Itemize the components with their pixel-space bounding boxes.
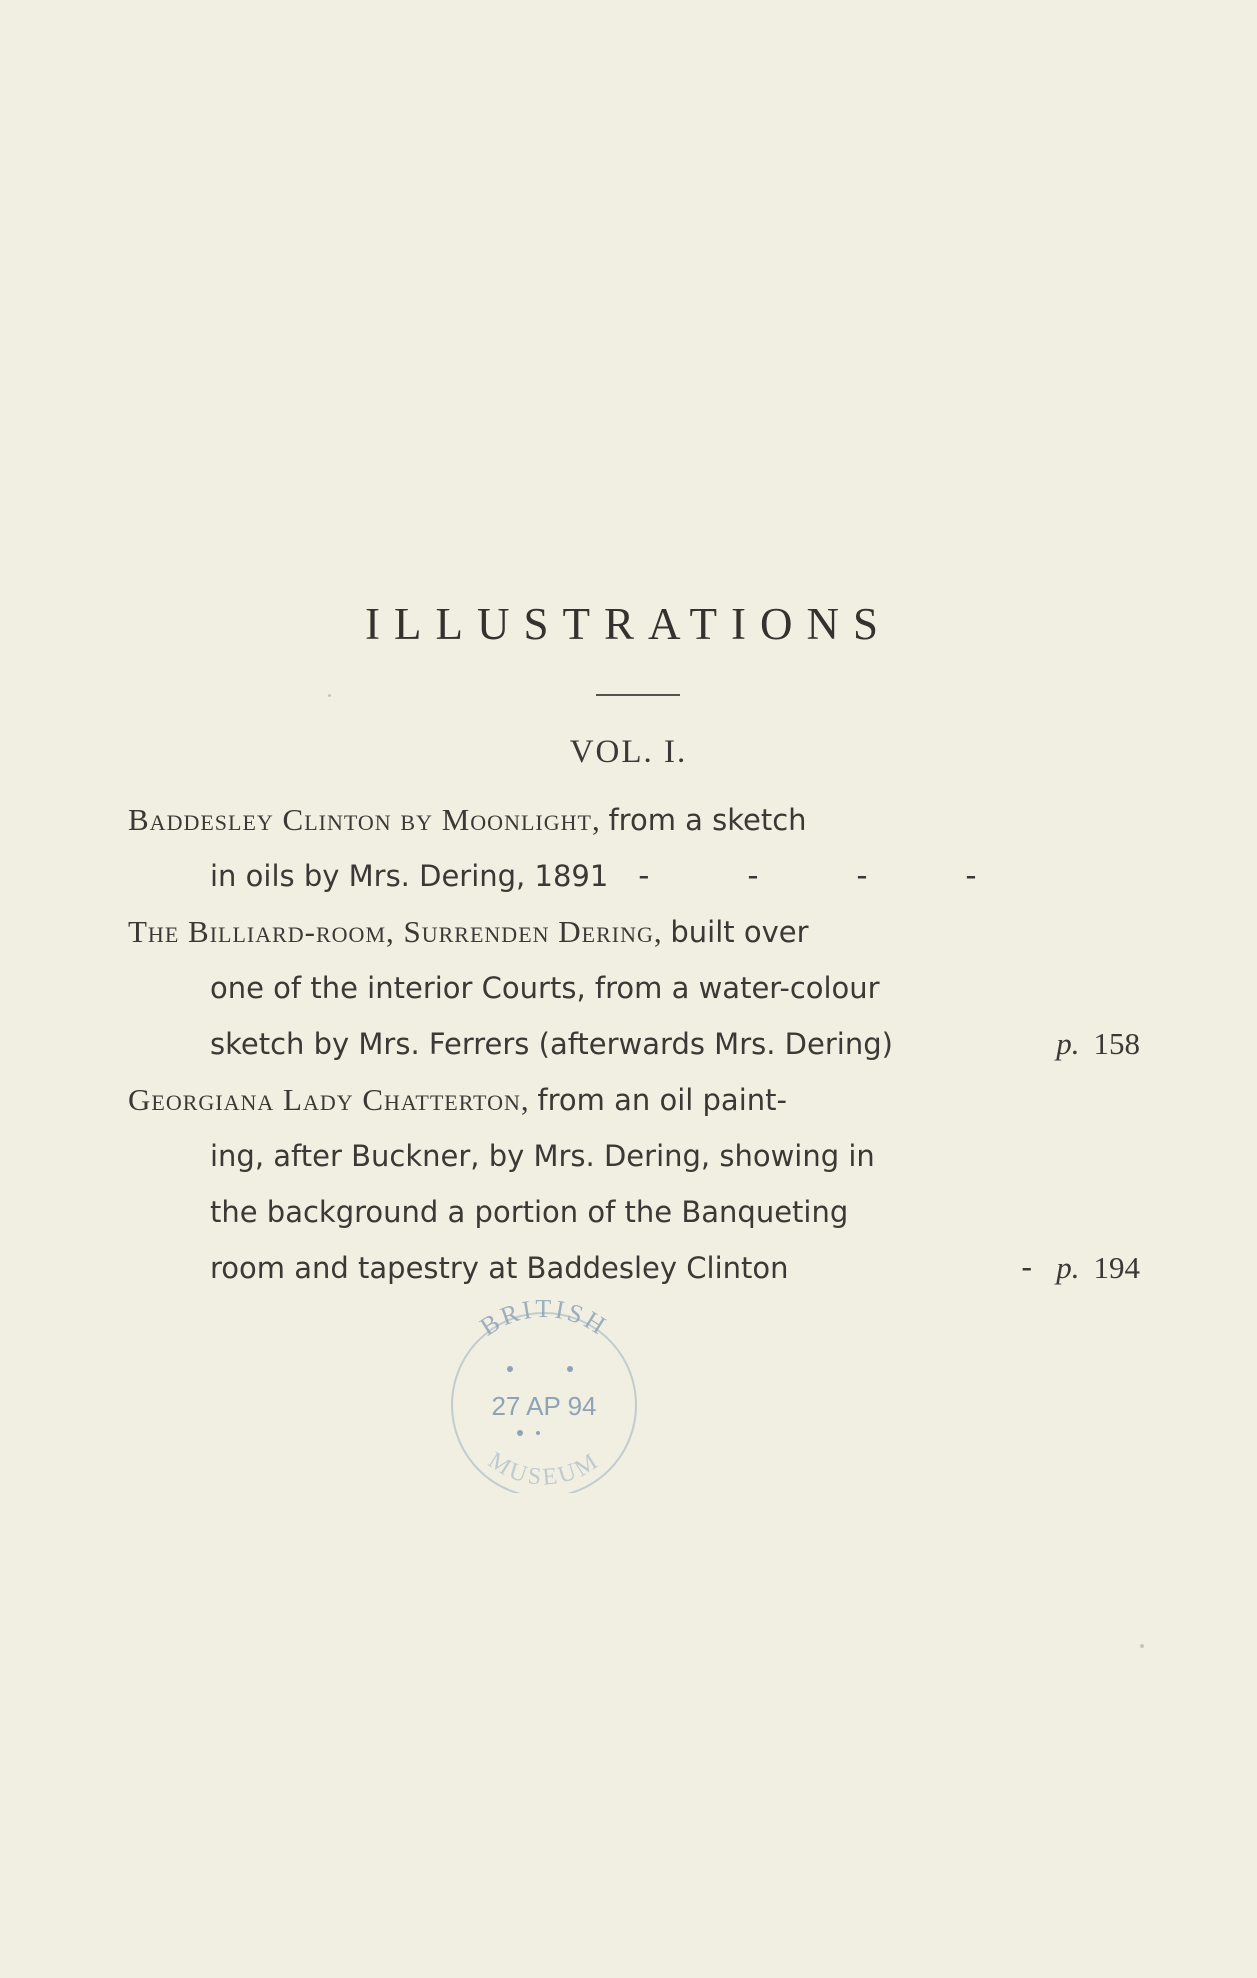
page-number: 158 xyxy=(1093,1026,1140,1061)
illustration-caption: sketch by Mrs. Ferrers (afterwards Mrs. Dering) xyxy=(210,1027,893,1061)
entry-line xyxy=(128,904,1138,960)
illustration-entry xyxy=(128,792,1138,904)
entry-line xyxy=(128,792,1138,848)
paper-speck xyxy=(328,694,331,697)
illustration-caption: ing, after Buckner, by Mrs. Dering, showing in xyxy=(210,1139,875,1173)
illustration-caption: from an oil paint- xyxy=(537,1083,787,1117)
entry-line xyxy=(128,1240,1138,1296)
entry-line xyxy=(128,1128,1138,1184)
page-number: 194 xyxy=(1093,1250,1140,1285)
illustration-entry xyxy=(128,904,1138,1072)
volume-heading: VOL. I. xyxy=(569,734,688,770)
illustration-caption: room and tapestry at Baddesley Clinton xyxy=(210,1251,789,1285)
entry-line xyxy=(128,1072,1138,1128)
stamp-dot xyxy=(507,1366,513,1372)
illustration-title: The Billiard-room, Surrenden Dering, xyxy=(128,914,663,949)
museum-stamp-graphic xyxy=(428,1297,660,1493)
paper-speck xyxy=(1140,1644,1144,1648)
illustration-title: Baddesley Clinton by Moonlight, xyxy=(128,802,601,837)
illustration-caption: from a sketch xyxy=(608,803,807,837)
stamp-bottom-text: MUSEUM xyxy=(483,1447,605,1491)
illustration-caption: the background a portion of the Banqueting xyxy=(210,1195,849,1229)
entry-line xyxy=(128,960,1138,1016)
entry-line xyxy=(128,848,1138,904)
entry-line xyxy=(128,1016,1138,1072)
dot-leader: - - - - xyxy=(638,858,1021,894)
stamp-top-text: BRITISH xyxy=(474,1297,614,1342)
museum-stamp xyxy=(428,1297,660,1493)
illustration-entry xyxy=(128,1072,1138,1296)
stamp-dot xyxy=(536,1431,540,1435)
stamp-dot xyxy=(517,1430,523,1436)
page-title: ILLUSTRATIONS xyxy=(365,599,892,649)
illustration-caption: built over xyxy=(670,915,809,949)
page-label: p. xyxy=(1056,1250,1080,1285)
page-reference xyxy=(1021,1240,1140,1296)
illustration-caption: one of the interior Courts, from a water-colour xyxy=(210,971,880,1005)
stamp-date: 27 AP 94 xyxy=(491,1391,597,1421)
title-rule xyxy=(596,694,680,696)
illustration-caption: in oils by Mrs. Dering, 1891 xyxy=(210,859,609,893)
page-label: p. xyxy=(1056,1026,1080,1061)
page-reference xyxy=(1056,1016,1140,1072)
stamp-dot xyxy=(567,1366,573,1372)
entry-line xyxy=(128,1184,1138,1240)
dot-leader: - xyxy=(1021,1250,1033,1286)
illustration-title: Georgiana Lady Chatterton, xyxy=(128,1082,530,1117)
